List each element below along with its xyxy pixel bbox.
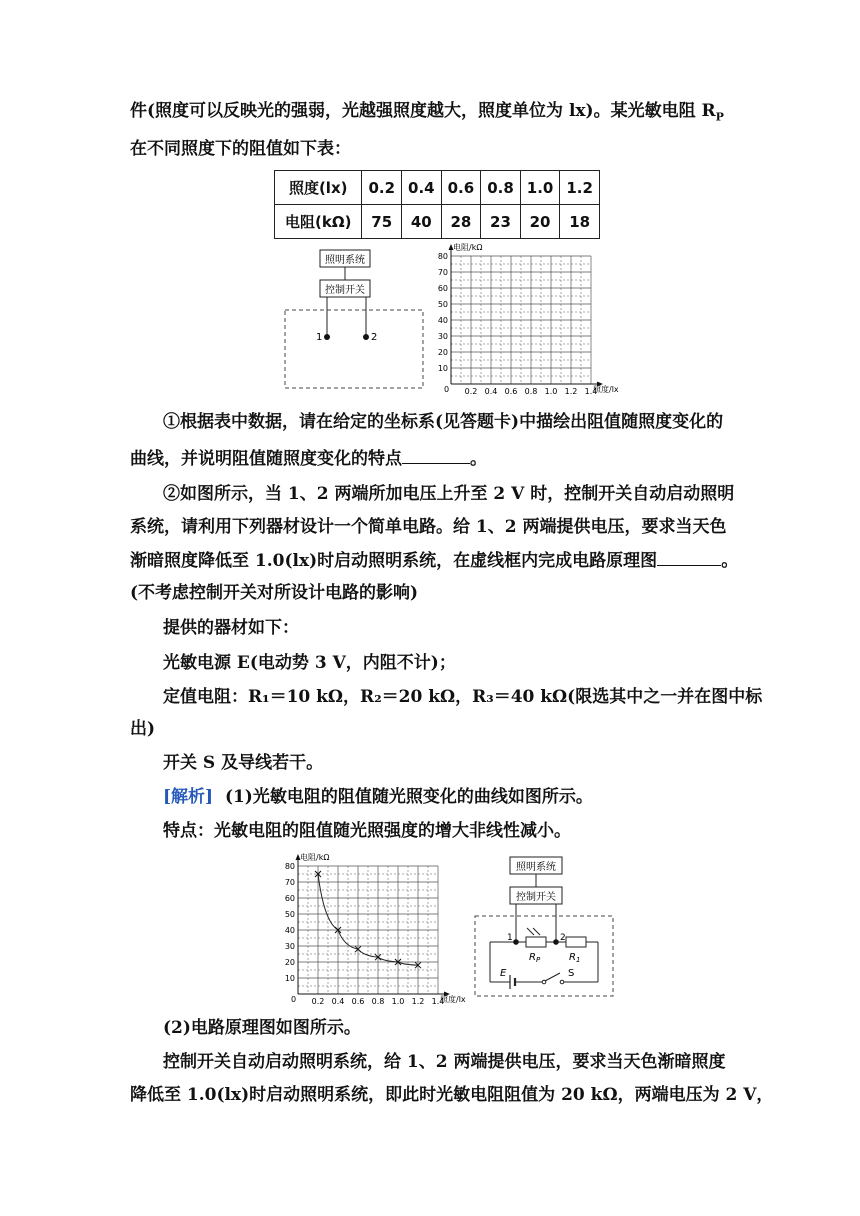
x-tick-label: 0.4 <box>331 997 345 1006</box>
paragraph-line: 件(照度可以反映光的强弱，光越强照度越大，照度单位为 lx)。某光敏电阻 $R_P$ <box>130 101 724 124</box>
y-tick-label: 70 <box>437 268 448 277</box>
y-tick-label: 80 <box>284 862 295 871</box>
terminal-2-label: 2 <box>560 933 566 943</box>
control-switch-label: 控制开关 <box>325 285 365 296</box>
paragraph-line: (不考虑控制开关对所设计电路的影响) <box>130 583 419 603</box>
resistance-curve-chart <box>272 850 472 1008</box>
switch-contact <box>560 980 564 984</box>
terminal-2-label: 2 <box>371 332 378 343</box>
lighting-system-label: 照明系统 <box>325 255 365 266</box>
y-tick-label: 50 <box>284 910 295 919</box>
photoresistor-rp <box>526 937 546 947</box>
lighting-system-label: 照明系统 <box>516 862 556 873</box>
control-switch-label: 控制开关 <box>516 892 556 903</box>
y-tick-label: 60 <box>284 894 295 903</box>
x-axis-label: 照度/lx <box>440 995 466 1004</box>
table-cell: 18 <box>560 205 600 239</box>
paragraph-line: 降低至 1.0(lx)时启动照明系统，即此时光敏电阻阻值为 20 kΩ，两端电压为 2 V， <box>130 1085 774 1105</box>
x-tick-label: 1.2 <box>411 997 425 1006</box>
y-tick-label: 20 <box>437 348 448 357</box>
y-axis-label: 电阻/kΩ <box>453 243 483 252</box>
table-cell: 0.8 <box>481 171 521 205</box>
table-cell: 电阻(kΩ) <box>275 205 362 239</box>
terminal-2-dot <box>363 334 369 340</box>
paragraph-line: [解析] (1)光敏电阻的阻值随光照变化的曲线如图所示。 <box>163 787 593 807</box>
paragraph-line: 开关 S 及导线若干。 <box>163 753 324 773</box>
x-tick-label: 1.0 <box>391 997 405 1006</box>
paragraph-line: 渐暗照度降低至 1.0(lx)时启动照明系统，在虚线框内完成电路原理图 。 <box>130 547 738 574</box>
y-tick-label: 20 <box>284 958 295 967</box>
dashed-frame <box>285 310 423 388</box>
table-row <box>275 205 600 239</box>
answer-blank[interactable] <box>402 445 470 464</box>
table-cell: 23 <box>481 205 521 239</box>
paragraph-line: 控制开关自动启动照明系统，给 1、2 两端提供电压，要求当天色渐暗照度 <box>163 1052 726 1072</box>
paragraph-line: 提供的器材如下： <box>163 618 299 638</box>
paragraph-line: 出) <box>130 719 156 739</box>
empty-resistance-chart <box>425 240 625 398</box>
y-tick-label: 80 <box>437 252 448 261</box>
rp-label: $R_P$ <box>529 952 541 964</box>
y-tick-label: 10 <box>437 364 448 373</box>
x-tick-label: 0.6 <box>504 387 518 396</box>
table-cell: 40 <box>402 205 442 239</box>
paragraph-line: 曲线，并说明阻值随照度变化的特点 。 <box>130 445 487 472</box>
y-axis-label: 电阻/kΩ <box>300 853 330 862</box>
x-tick-label: 1.4 <box>431 997 445 1006</box>
x-axis-label: 照度/lx <box>593 385 619 394</box>
y-tick-label: 60 <box>437 284 448 293</box>
table-cell: 照度(lx) <box>275 171 362 205</box>
data-table <box>274 170 600 239</box>
table-cell: 75 <box>362 205 402 239</box>
analysis-tag: [解析] <box>163 787 214 807</box>
x-tick-label: 0.4 <box>484 387 498 396</box>
answer-blank[interactable] <box>657 547 721 566</box>
answer-circuit-diagram <box>472 852 617 1002</box>
table-cell: 1.2 <box>560 171 600 205</box>
terminal-1-label: 1 <box>507 933 513 943</box>
paragraph-line: ①根据表中数据，请在给定的坐标系(见答题卡)中描绘出阻值随照度变化的 <box>163 412 724 432</box>
switch-lever <box>545 973 560 981</box>
control-circuit-diagram <box>280 245 430 393</box>
table-cell: 28 <box>441 205 481 239</box>
paragraph-line: 光敏电源 E(电动势 3 V，内阻不计)； <box>163 653 456 673</box>
r1-label: $R_1$ <box>569 952 581 964</box>
terminal-1-label: 1 <box>316 332 323 343</box>
terminal-1-dot <box>324 334 330 340</box>
x-tick-label: 1.4 <box>584 387 598 396</box>
table-cell: 1.0 <box>520 171 560 205</box>
table-row <box>275 171 600 205</box>
y-tick-label: 40 <box>284 926 295 935</box>
resistor-r1 <box>566 937 586 947</box>
y-tick-label: 40 <box>437 316 448 325</box>
x-tick-label: 1.0 <box>544 387 558 396</box>
x-tick-label: 0.2 <box>311 997 325 1006</box>
table-cell: 0.2 <box>362 171 402 205</box>
paragraph-line: 特点：光敏电阻的阻值随光照强度的增大非线性减小。 <box>163 821 571 841</box>
paragraph-line: 在不同照度下的阻值如下表： <box>130 139 351 159</box>
y-tick-label: 50 <box>437 300 448 309</box>
paragraph-line: ②如图所示，当 1、2 两端所加电压上升至 2 V 时，控制开关自动启动照明 <box>163 484 735 504</box>
y-tick-label: 10 <box>284 974 295 983</box>
origin-label: 0 <box>444 385 450 394</box>
y-tick-label: 30 <box>284 942 295 951</box>
y-tick-label: 70 <box>284 878 295 887</box>
table-cell: 20 <box>520 205 560 239</box>
x-tick-label: 0.6 <box>351 997 365 1006</box>
table-cell: 0.6 <box>441 171 481 205</box>
battery-label: E <box>500 968 507 979</box>
x-tick-label: 0.8 <box>524 387 538 396</box>
light-arrow <box>527 928 534 935</box>
x-tick-label: 1.2 <box>564 387 578 396</box>
x-tick-label: 0.2 <box>464 387 478 396</box>
table-cell: 0.4 <box>402 171 442 205</box>
y-tick-label: 30 <box>437 332 448 341</box>
paragraph-line: (2)电路原理图如图所示。 <box>163 1018 361 1038</box>
paragraph-line: 系统，请利用下列器材设计一个简单电路。给 1、2 两端提供电压，要求当天色 <box>130 517 727 537</box>
light-arrow <box>533 928 540 935</box>
paragraph-line: 定值电阻：R₁＝10 kΩ，R₂＝20 kΩ，R₃＝40 kΩ(限选其中之一并在图中标 <box>163 687 763 707</box>
switch-label: S <box>568 968 575 979</box>
origin-label: 0 <box>291 995 297 1004</box>
x-tick-label: 0.8 <box>371 997 385 1006</box>
